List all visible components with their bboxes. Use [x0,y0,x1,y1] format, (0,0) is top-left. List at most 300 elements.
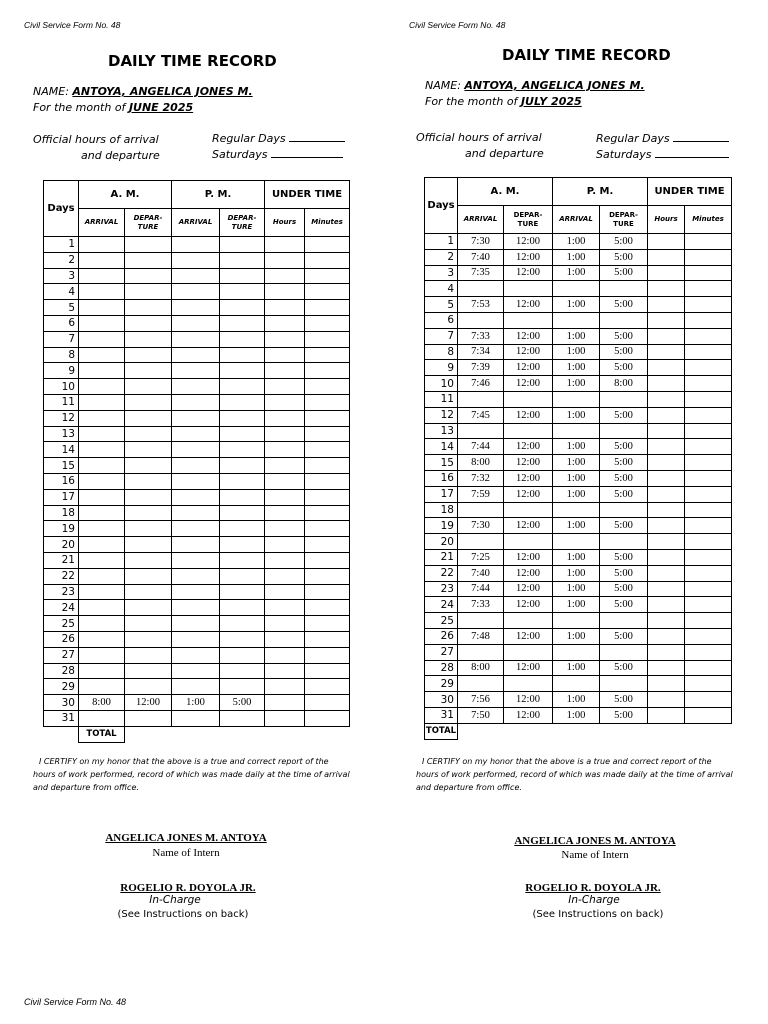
pm-arrival-cell[interactable]: 1:00 [553,692,600,708]
undertime-hours-cell[interactable] [265,552,305,568]
pm-departure-cell[interactable]: 5:00 [600,360,648,376]
am-arrival-cell[interactable] [458,502,504,518]
undertime-hours-cell[interactable] [648,281,685,297]
undertime-minutes-cell[interactable] [685,486,732,502]
undertime-hours-cell[interactable] [265,284,305,300]
undertime-hours-cell[interactable] [265,600,305,616]
am-departure-cell[interactable] [125,616,172,632]
undertime-hours-cell[interactable] [648,249,685,265]
undertime-minutes-cell[interactable] [305,616,350,632]
am-departure-cell[interactable]: 12:00 [504,470,553,486]
pm-departure-cell[interactable]: 5:00 [600,628,648,644]
pm-departure-cell[interactable] [600,502,648,518]
undertime-hours-cell[interactable] [648,628,685,644]
pm-departure-cell[interactable] [600,644,648,660]
pm-departure-cell[interactable] [220,679,265,695]
am-departure-cell[interactable] [504,644,553,660]
pm-departure-cell[interactable] [600,423,648,439]
am-arrival-cell[interactable] [79,489,125,505]
am-departure-cell[interactable]: 12:00 [504,628,553,644]
pm-departure-cell[interactable]: 5:00 [600,518,648,534]
am-departure-cell[interactable] [125,505,172,521]
regular-days-blank[interactable] [673,131,729,142]
am-arrival-cell[interactable]: 7:40 [458,565,504,581]
am-departure-cell[interactable] [125,584,172,600]
pm-departure-cell[interactable]: 8:00 [600,376,648,392]
undertime-hours-cell[interactable] [265,315,305,331]
am-arrival-cell[interactable] [79,410,125,426]
am-arrival-cell[interactable]: 7:40 [458,249,504,265]
undertime-hours-cell[interactable] [265,473,305,489]
pm-departure-cell[interactable]: 5:00 [600,439,648,455]
undertime-hours-cell[interactable] [265,237,305,253]
am-arrival-cell[interactable] [79,537,125,553]
pm-departure-cell[interactable] [220,426,265,442]
am-departure-cell[interactable] [125,473,172,489]
undertime-minutes-cell[interactable] [305,473,350,489]
undertime-hours-cell[interactable] [265,616,305,632]
pm-departure-cell[interactable] [220,394,265,410]
undertime-hours-cell[interactable] [648,692,685,708]
undertime-minutes-cell[interactable] [685,249,732,265]
undertime-hours-cell[interactable] [648,312,685,328]
pm-arrival-cell[interactable]: 1:00 [553,297,600,313]
undertime-hours-cell[interactable] [648,376,685,392]
am-departure-cell[interactable] [125,331,172,347]
am-departure-cell[interactable]: 12:00 [504,376,553,392]
am-departure-cell[interactable] [125,663,172,679]
pm-arrival-cell[interactable]: 1:00 [553,360,600,376]
pm-arrival-cell[interactable] [553,534,600,550]
undertime-minutes-cell[interactable] [305,252,350,268]
pm-arrival-cell[interactable] [172,568,220,584]
undertime-hours-cell[interactable] [265,394,305,410]
am-arrival-cell[interactable] [79,363,125,379]
undertime-minutes-cell[interactable] [685,644,732,660]
pm-arrival-cell[interactable]: 1:00 [553,265,600,281]
undertime-hours-cell[interactable] [648,502,685,518]
am-arrival-cell[interactable]: 7:53 [458,297,504,313]
am-departure-cell[interactable] [125,442,172,458]
pm-arrival-cell[interactable] [172,663,220,679]
undertime-hours-cell[interactable] [265,647,305,663]
pm-departure-cell[interactable] [220,584,265,600]
am-departure-cell[interactable]: 12:00 [504,486,553,502]
pm-departure-cell[interactable] [220,473,265,489]
am-departure-cell[interactable] [504,312,553,328]
undertime-hours-cell[interactable] [648,439,685,455]
pm-arrival-cell[interactable] [172,426,220,442]
pm-departure-cell[interactable]: 5:00 [600,486,648,502]
am-departure-cell[interactable]: 12:00 [504,328,553,344]
undertime-minutes-cell[interactable] [685,502,732,518]
undertime-minutes-cell[interactable] [685,281,732,297]
undertime-hours-cell[interactable] [265,584,305,600]
undertime-hours-cell[interactable] [648,549,685,565]
pm-departure-cell[interactable]: 5:00 [600,597,648,613]
pm-arrival-cell[interactable] [172,473,220,489]
am-departure-cell[interactable]: 12:00 [504,249,553,265]
pm-arrival-cell[interactable] [172,268,220,284]
pm-departure-cell[interactable] [220,600,265,616]
pm-arrival-cell[interactable] [172,616,220,632]
am-arrival-cell[interactable]: 7:30 [458,518,504,534]
am-arrival-cell[interactable]: 7:46 [458,376,504,392]
am-departure-cell[interactable] [504,423,553,439]
undertime-hours-cell[interactable] [648,391,685,407]
pm-arrival-cell[interactable] [553,312,600,328]
am-departure-cell[interactable]: 12:00 [504,344,553,360]
pm-departure-cell[interactable] [220,284,265,300]
am-arrival-cell[interactable]: 7:33 [458,328,504,344]
undertime-minutes-cell[interactable] [685,534,732,550]
am-arrival-cell[interactable] [79,394,125,410]
am-arrival-cell[interactable]: 7:56 [458,692,504,708]
pm-arrival-cell[interactable] [553,644,600,660]
undertime-hours-cell[interactable] [265,568,305,584]
undertime-hours-cell[interactable] [648,470,685,486]
am-arrival-cell[interactable] [79,315,125,331]
undertime-minutes-cell[interactable] [305,379,350,395]
am-arrival-cell[interactable] [79,268,125,284]
am-departure-cell[interactable] [504,502,553,518]
saturdays-blank[interactable] [655,147,729,158]
undertime-minutes-cell[interactable] [305,237,350,253]
pm-departure-cell[interactable] [220,268,265,284]
am-departure-cell[interactable] [504,676,553,692]
pm-departure-cell[interactable] [220,489,265,505]
am-arrival-cell[interactable] [79,347,125,363]
undertime-minutes-cell[interactable] [305,426,350,442]
undertime-minutes-cell[interactable] [305,568,350,584]
undertime-minutes-cell[interactable] [305,600,350,616]
pm-departure-cell[interactable] [220,647,265,663]
pm-arrival-cell[interactable] [172,442,220,458]
am-departure-cell[interactable] [125,647,172,663]
am-departure-cell[interactable]: 12:00 [504,455,553,471]
undertime-minutes-cell[interactable] [305,537,350,553]
pm-departure-cell[interactable] [220,631,265,647]
undertime-minutes-cell[interactable] [685,455,732,471]
am-departure-cell[interactable] [125,568,172,584]
pm-arrival-cell[interactable] [172,584,220,600]
am-departure-cell[interactable] [125,537,172,553]
am-arrival-cell[interactable] [458,534,504,550]
pm-arrival-cell[interactable]: 1:00 [553,581,600,597]
am-arrival-cell[interactable] [79,663,125,679]
pm-arrival-cell[interactable] [172,552,220,568]
am-departure-cell[interactable]: 12:00 [504,439,553,455]
undertime-minutes-cell[interactable] [685,297,732,313]
pm-arrival-cell[interactable] [172,679,220,695]
pm-arrival-cell[interactable] [172,363,220,379]
pm-departure-cell[interactable]: 5:00 [600,660,648,676]
am-departure-cell[interactable]: 12:00 [504,265,553,281]
undertime-hours-cell[interactable] [265,268,305,284]
am-departure-cell[interactable] [504,534,553,550]
am-arrival-cell[interactable] [458,644,504,660]
pm-arrival-cell[interactable]: 1:00 [553,344,600,360]
am-arrival-cell[interactable] [79,679,125,695]
am-arrival-cell[interactable] [79,710,125,726]
am-arrival-cell[interactable] [79,631,125,647]
pm-arrival-cell[interactable]: 1:00 [553,518,600,534]
am-departure-cell[interactable]: 12:00 [125,695,172,711]
undertime-hours-cell[interactable] [648,455,685,471]
undertime-hours-cell[interactable] [265,426,305,442]
pm-departure-cell[interactable]: 5:00 [600,297,648,313]
undertime-minutes-cell[interactable] [685,312,732,328]
undertime-minutes-cell[interactable] [685,518,732,534]
undertime-minutes-cell[interactable] [305,347,350,363]
undertime-minutes-cell[interactable] [685,234,732,250]
am-arrival-cell[interactable] [79,379,125,395]
undertime-minutes-cell[interactable] [685,581,732,597]
am-arrival-cell[interactable] [79,237,125,253]
am-departure-cell[interactable]: 12:00 [504,707,553,723]
am-arrival-cell[interactable] [79,284,125,300]
undertime-hours-cell[interactable] [265,379,305,395]
undertime-minutes-cell[interactable] [685,360,732,376]
undertime-minutes-cell[interactable] [305,284,350,300]
am-departure-cell[interactable] [125,600,172,616]
am-departure-cell[interactable] [125,379,172,395]
pm-arrival-cell[interactable]: 1:00 [553,407,600,423]
undertime-minutes-cell[interactable] [305,458,350,474]
undertime-hours-cell[interactable] [265,442,305,458]
pm-departure-cell[interactable] [220,410,265,426]
pm-departure-cell[interactable]: 5:00 [600,328,648,344]
am-departure-cell[interactable] [125,300,172,316]
pm-arrival-cell[interactable] [172,505,220,521]
undertime-hours-cell[interactable] [265,679,305,695]
pm-departure-cell[interactable] [220,363,265,379]
am-departure-cell[interactable]: 12:00 [504,597,553,613]
undertime-hours-cell[interactable] [265,695,305,711]
undertime-hours-cell[interactable] [265,505,305,521]
am-departure-cell[interactable]: 12:00 [504,360,553,376]
pm-departure-cell[interactable]: 5:00 [600,707,648,723]
undertime-hours-cell[interactable] [265,710,305,726]
pm-arrival-cell[interactable]: 1:00 [553,470,600,486]
undertime-hours-cell[interactable] [648,644,685,660]
pm-departure-cell[interactable] [600,534,648,550]
undertime-minutes-cell[interactable] [305,584,350,600]
undertime-minutes-cell[interactable] [305,552,350,568]
undertime-minutes-cell[interactable] [305,394,350,410]
undertime-hours-cell[interactable] [648,676,685,692]
undertime-hours-cell[interactable] [648,360,685,376]
pm-departure-cell[interactable] [220,347,265,363]
am-departure-cell[interactable]: 12:00 [504,660,553,676]
undertime-hours-cell[interactable] [648,565,685,581]
pm-departure-cell[interactable] [600,281,648,297]
am-arrival-cell[interactable] [79,600,125,616]
undertime-hours-cell[interactable] [648,660,685,676]
am-arrival-cell[interactable] [79,552,125,568]
pm-departure-cell[interactable] [220,552,265,568]
undertime-hours-cell[interactable] [265,521,305,537]
am-departure-cell[interactable] [125,252,172,268]
am-arrival-cell[interactable]: 7:45 [458,407,504,423]
pm-departure-cell[interactable]: 5:00 [600,565,648,581]
am-arrival-cell[interactable] [458,391,504,407]
pm-arrival-cell[interactable] [172,394,220,410]
am-departure-cell[interactable] [125,521,172,537]
undertime-hours-cell[interactable] [648,518,685,534]
am-arrival-cell[interactable] [79,521,125,537]
am-arrival-cell[interactable] [458,676,504,692]
am-arrival-cell[interactable] [458,613,504,629]
undertime-minutes-cell[interactable] [685,470,732,486]
pm-departure-cell[interactable] [220,252,265,268]
undertime-minutes-cell[interactable] [305,489,350,505]
am-departure-cell[interactable] [125,347,172,363]
pm-departure-cell[interactable] [220,521,265,537]
am-departure-cell[interactable] [125,489,172,505]
am-departure-cell[interactable] [125,363,172,379]
am-arrival-cell[interactable]: 7:32 [458,470,504,486]
pm-departure-cell[interactable] [600,312,648,328]
pm-arrival-cell[interactable] [172,458,220,474]
pm-departure-cell[interactable] [220,537,265,553]
pm-arrival-cell[interactable] [172,710,220,726]
am-arrival-cell[interactable]: 7:44 [458,581,504,597]
am-arrival-cell[interactable] [79,426,125,442]
undertime-hours-cell[interactable] [648,407,685,423]
am-arrival-cell[interactable] [458,312,504,328]
pm-arrival-cell[interactable] [172,331,220,347]
am-arrival-cell[interactable] [79,568,125,584]
undertime-minutes-cell[interactable] [685,660,732,676]
am-arrival-cell[interactable]: 7:59 [458,486,504,502]
pm-departure-cell[interactable]: 5:00 [220,695,265,711]
undertime-minutes-cell[interactable] [305,695,350,711]
undertime-minutes-cell[interactable] [685,439,732,455]
undertime-minutes-cell[interactable] [305,631,350,647]
pm-arrival-cell[interactable]: 1:00 [553,549,600,565]
undertime-minutes-cell[interactable] [685,344,732,360]
am-departure-cell[interactable]: 12:00 [504,549,553,565]
undertime-minutes-cell[interactable] [305,268,350,284]
pm-arrival-cell[interactable] [172,300,220,316]
am-arrival-cell[interactable] [79,647,125,663]
pm-departure-cell[interactable] [220,458,265,474]
am-departure-cell[interactable] [125,679,172,695]
pm-arrival-cell[interactable] [172,647,220,663]
undertime-minutes-cell[interactable] [305,410,350,426]
am-departure-cell[interactable]: 12:00 [504,407,553,423]
pm-arrival-cell[interactable]: 1:00 [553,328,600,344]
pm-departure-cell[interactable] [220,300,265,316]
pm-arrival-cell[interactable] [172,315,220,331]
am-arrival-cell[interactable]: 7:25 [458,549,504,565]
pm-arrival-cell[interactable] [553,281,600,297]
pm-departure-cell[interactable] [600,613,648,629]
pm-departure-cell[interactable]: 5:00 [600,470,648,486]
pm-departure-cell[interactable]: 5:00 [600,234,648,250]
am-departure-cell[interactable]: 12:00 [504,297,553,313]
regular-days-blank[interactable] [289,131,345,142]
am-arrival-cell[interactable]: 7:44 [458,439,504,455]
undertime-minutes-cell[interactable] [305,505,350,521]
pm-departure-cell[interactable] [600,391,648,407]
am-arrival-cell[interactable] [79,252,125,268]
pm-departure-cell[interactable]: 5:00 [600,581,648,597]
undertime-minutes-cell[interactable] [305,300,350,316]
pm-departure-cell[interactable]: 5:00 [600,549,648,565]
am-arrival-cell[interactable] [79,331,125,347]
undertime-hours-cell[interactable] [648,297,685,313]
undertime-hours-cell[interactable] [265,410,305,426]
am-arrival-cell[interactable] [79,616,125,632]
am-arrival-cell[interactable]: 8:00 [458,455,504,471]
pm-arrival-cell[interactable] [172,631,220,647]
am-arrival-cell[interactable]: 7:48 [458,628,504,644]
am-departure-cell[interactable] [504,391,553,407]
undertime-minutes-cell[interactable] [685,328,732,344]
undertime-hours-cell[interactable] [648,597,685,613]
am-arrival-cell[interactable]: 7:39 [458,360,504,376]
undertime-minutes-cell[interactable] [685,628,732,644]
pm-arrival-cell[interactable]: 1:00 [553,376,600,392]
am-departure-cell[interactable]: 12:00 [504,565,553,581]
undertime-minutes-cell[interactable] [685,707,732,723]
undertime-minutes-cell[interactable] [685,391,732,407]
am-departure-cell[interactable]: 12:00 [504,692,553,708]
pm-arrival-cell[interactable] [553,676,600,692]
am-arrival-cell[interactable]: 8:00 [458,660,504,676]
pm-arrival-cell[interactable] [172,237,220,253]
undertime-minutes-cell[interactable] [685,549,732,565]
pm-arrival-cell[interactable] [172,410,220,426]
am-arrival-cell[interactable] [458,281,504,297]
am-arrival-cell[interactable] [79,473,125,489]
pm-departure-cell[interactable] [600,676,648,692]
undertime-hours-cell[interactable] [648,581,685,597]
pm-departure-cell[interactable]: 5:00 [600,265,648,281]
undertime-minutes-cell[interactable] [685,565,732,581]
pm-departure-cell[interactable] [220,568,265,584]
pm-arrival-cell[interactable]: 1:00 [553,565,600,581]
am-departure-cell[interactable] [125,394,172,410]
pm-arrival-cell[interactable] [172,284,220,300]
pm-departure-cell[interactable] [220,331,265,347]
pm-arrival-cell[interactable] [172,521,220,537]
undertime-minutes-cell[interactable] [685,613,732,629]
pm-arrival-cell[interactable] [172,489,220,505]
undertime-minutes-cell[interactable] [305,679,350,695]
pm-arrival-cell[interactable] [172,379,220,395]
pm-arrival-cell[interactable]: 1:00 [553,234,600,250]
am-arrival-cell[interactable]: 7:30 [458,234,504,250]
am-departure-cell[interactable] [125,315,172,331]
undertime-hours-cell[interactable] [648,344,685,360]
pm-arrival-cell[interactable] [172,537,220,553]
am-arrival-cell[interactable] [79,458,125,474]
undertime-hours-cell[interactable] [648,328,685,344]
saturdays-blank[interactable] [271,147,343,158]
pm-arrival-cell[interactable]: 1:00 [553,455,600,471]
undertime-hours-cell[interactable] [265,537,305,553]
am-arrival-cell[interactable] [79,584,125,600]
am-arrival-cell[interactable]: 8:00 [79,695,125,711]
undertime-minutes-cell[interactable] [685,407,732,423]
am-arrival-cell[interactable]: 7:33 [458,597,504,613]
pm-departure-cell[interactable] [220,663,265,679]
undertime-minutes-cell[interactable] [305,363,350,379]
pm-arrival-cell[interactable]: 1:00 [553,660,600,676]
